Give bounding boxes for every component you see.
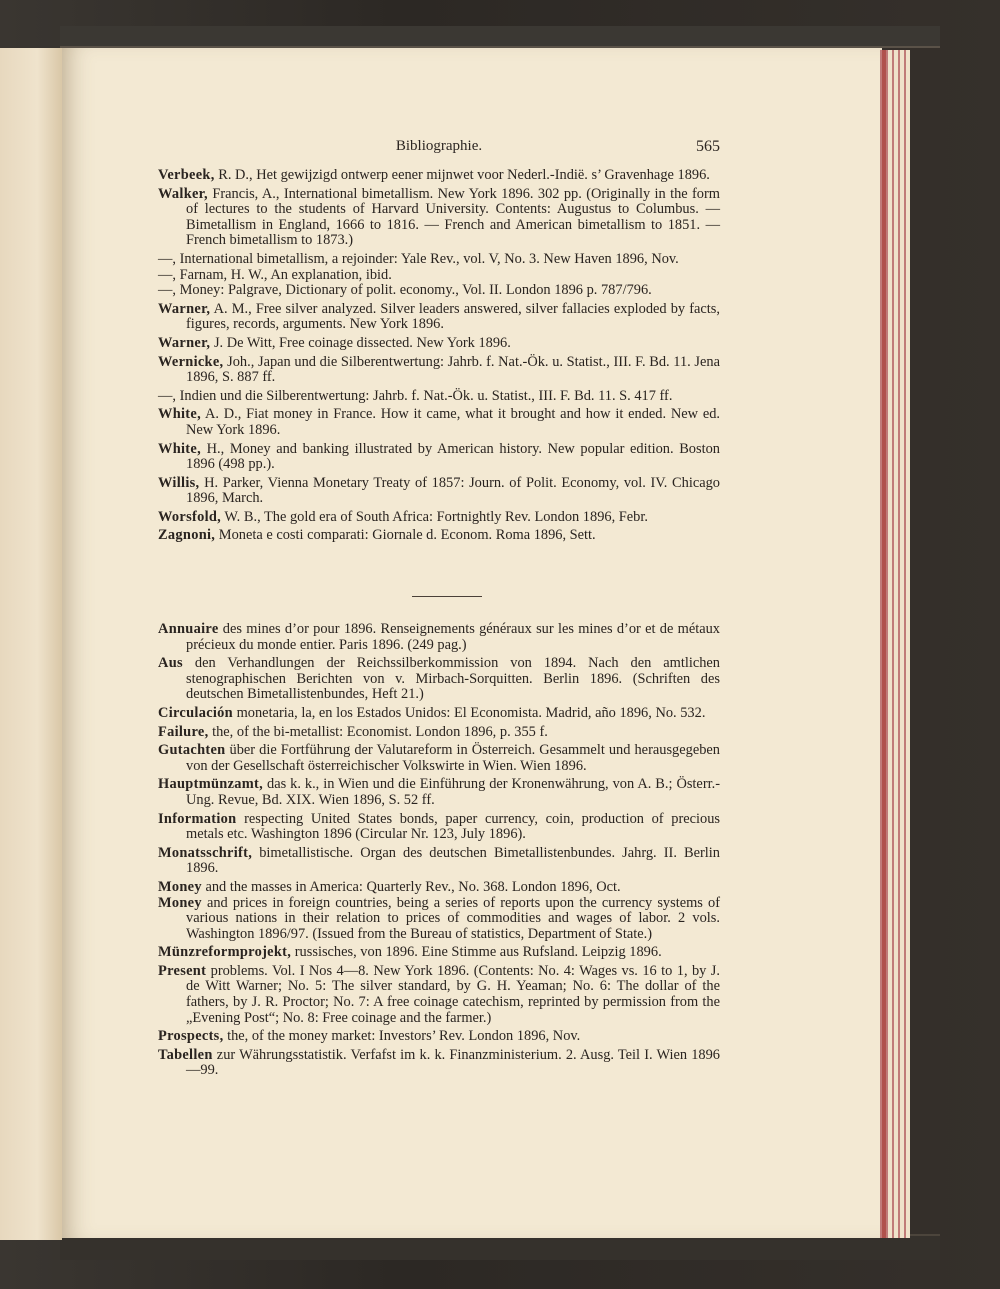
entry-text: —, Farnam, H. W., An explanation, ibid. bbox=[158, 266, 392, 283]
bibliography-section-authors bbox=[158, 168, 720, 547]
left-page-edge bbox=[0, 48, 62, 1240]
entry-headword: Money bbox=[158, 894, 202, 911]
bibliography-entry bbox=[158, 187, 720, 249]
bibliography-entry bbox=[158, 442, 720, 473]
entry-text: A. M., Free silver analyzed. Silver leaders answered, silver fallacies exploded by facts, figures, records, arguments. New York 1896. bbox=[186, 300, 720, 333]
bibliography-entry bbox=[158, 896, 720, 943]
entry-text: W. B., The gold era of South Africa: Fortnightly Rev. London 1896, Febr. bbox=[221, 508, 648, 525]
running-title: Bibliographie. bbox=[395, 138, 483, 154]
entry-text: über die Fortführung der Valutareform in Österreich. Gesammelt und herausgegeben von der Gesellschaft österreichischer Volkswirte in Wien. Wien 1896. bbox=[186, 742, 720, 774]
bibliography-entry bbox=[158, 777, 720, 808]
entry-headword: Tabellen bbox=[158, 1046, 213, 1063]
bibliography-entry bbox=[158, 743, 720, 774]
entry-headword: Wernicke, bbox=[158, 353, 224, 370]
entry-text: problems. Vol. I Nos 4—8. New York 1896. (Contents: No. 4: Wages vs. 16 to 1, by J. de Witt Warner; No. 5: The silver standard, by G. H. Yeaman; No. 6: The dollar of the fathers, by J. R. Proctor; No. 7: A free coinage catechism, reprinted by permission from the „Evening Post“; No. 8: Free coinage and the farmer.) bbox=[186, 962, 720, 1026]
bibliography-entry bbox=[158, 1029, 720, 1045]
red-edge-line bbox=[882, 50, 886, 1238]
entry-text: and the masses in America: Quarterly Rev., No. 368. London 1896, Oct. bbox=[201, 878, 621, 895]
entry-text: Moneta e costi comparati: Giornale d. Econom. Roma 1896, Sett. bbox=[215, 527, 596, 544]
entry-text: das k. k., in Wien und die Einführung der Kronenwährung, von A. B.; Österr.-Ung. Revue, Bd. XIX. Wien 1896, S. 52 ff. bbox=[186, 776, 720, 808]
bibliography-entry bbox=[158, 252, 720, 268]
entry-headword: Information bbox=[158, 810, 237, 827]
bibliography-entry bbox=[158, 283, 720, 299]
section-divider bbox=[412, 596, 482, 597]
entry-text: H., Money and banking illustrated by American history. New popular edition. Boston 1896 (498 pp.). bbox=[186, 440, 720, 473]
entry-text: russisches, von 1896. Eine Stimme aus Rufsland. Leipzig 1896. bbox=[291, 944, 662, 961]
entry-headword: Present bbox=[158, 962, 207, 979]
entry-text: A. D., Fiat money in France. How it came, what it brought and how it ended. New ed. New York 1896. bbox=[186, 406, 720, 438]
bibliography-entry bbox=[158, 725, 720, 741]
entry-headword: Circulación bbox=[158, 704, 233, 721]
bibliography-entry bbox=[158, 302, 720, 333]
bibliography-entry bbox=[158, 964, 720, 1026]
entry-headword: Willis, bbox=[158, 474, 200, 491]
entry-text: —, Indien und die Silberentwertung: Jahrb. f. Nat.-Ök. u. Statist., III. F. Bd. 11. S. 417 ff. bbox=[158, 387, 673, 404]
bibliography-entry bbox=[158, 168, 720, 184]
entry-headword: Hauptmünzamt, bbox=[158, 776, 264, 793]
entry-headword: Zagnoni, bbox=[158, 527, 216, 544]
entry-text: R. D., Het gewijzigd ontwerp eener mijnwet voor Nederl.-Indië. s’ Gravenhage 1896. bbox=[214, 167, 710, 183]
bibliography-entry bbox=[158, 622, 720, 653]
entry-text: —, Money: Palgrave, Dictionary of polit. economy., Vol. II. London 1896 p. 787/796. bbox=[158, 282, 652, 299]
entry-headword: Worsfold, bbox=[158, 508, 222, 525]
bibliography-section-titles bbox=[158, 622, 720, 1082]
entry-text: J. De Witt, Free coinage dissected. New York 1896. bbox=[210, 334, 511, 351]
bibliography-entry bbox=[158, 355, 720, 386]
entry-text: zur Währungsstatistik. Verfafst im k. k. Finanzministerium. 2. Ausg. Teil I. Wien 1896—99. bbox=[186, 1046, 720, 1079]
entry-headword: Münzreformprojekt, bbox=[158, 944, 292, 961]
bibliography-entry bbox=[158, 510, 720, 526]
entry-headword: Prospects, bbox=[158, 1028, 224, 1045]
entry-headword: Warner, bbox=[158, 300, 211, 317]
bibliography-entry bbox=[158, 706, 720, 722]
bibliography-entry bbox=[158, 656, 720, 703]
entry-text: Joh., Japan und die Silberentwertung: Jahrb. f. Nat.-Ök. u. Statist., III. F. Bd. 11. Jena 1896, S. 887 ff. bbox=[186, 353, 720, 386]
bibliography-entry bbox=[158, 1048, 720, 1079]
bibliography-entry bbox=[158, 476, 720, 507]
bibliography-entry bbox=[158, 528, 720, 544]
entry-text: and prices in foreign countries, being a series of reports upon the currency systems of various nations in their relation to prices of commodities and wages of labor. 2 vols. Washington 1896/97. (Issued from the Bureau of statistics, Department of State.) bbox=[186, 894, 720, 942]
bibliography-entry bbox=[158, 880, 720, 896]
bibliography-entry bbox=[158, 389, 720, 405]
entry-headword: Monatsschrift, bbox=[158, 844, 253, 861]
entry-headword: Aus bbox=[158, 655, 183, 672]
entry-text: des mines d’or pour 1896. Renseignements généraux sur les mines d’or et de métaux précieux du monde entier. Paris 1896. (249 pag.) bbox=[186, 621, 720, 653]
bibliography-entry bbox=[158, 846, 720, 877]
bibliography-entry bbox=[158, 268, 720, 284]
entry-headword: White, bbox=[158, 406, 201, 423]
entry-headword: Gutachten bbox=[158, 742, 226, 759]
entry-headword: Money bbox=[158, 878, 202, 895]
entry-headword: Annuaire bbox=[158, 621, 219, 637]
entry-headword: Walker, bbox=[158, 185, 208, 202]
bibliography-entry bbox=[158, 812, 720, 843]
entry-headword: Failure, bbox=[158, 723, 209, 740]
entry-text: —, International bimetallism, a rejoinder: Yale Rev., vol. V, No. 3. New Haven 1896, Nov. bbox=[158, 250, 679, 267]
entry-headword: Verbeek, bbox=[158, 167, 215, 183]
entry-text: monetaria, la, en los Estados Unidos: El Economista. Madrid, año 1896, No. 532. bbox=[233, 704, 706, 721]
entry-text: H. Parker, Vienna Monetary Treaty of 1857: Journ. of Polit. Economy, vol. IV. Chicago 1896, March. bbox=[186, 474, 720, 507]
running-header bbox=[158, 138, 720, 162]
entry-text: den Verhandlungen der Reichssilberkommission von 1894. Nach den amtlichen stenographischen Berichten von v. Mirbach-Sorquitten. Berlin 1896. (Schriften des deutschen Bimetallistenbundes, Heft 21.) bbox=[182, 655, 720, 703]
entry-text: Francis, A., International bimetallism. New York 1896. 302 pp. (Originally in the form of lectures to the students of Harvard University. Contents: Augustus to Columbus. — Bimetallism in England, 1666 to 1816. — French and American bimetallism to 1851. — French bimetallism to 1873.) bbox=[186, 185, 720, 249]
entry-headword: Warner, bbox=[158, 334, 211, 351]
entry-text: bimetallistische. Organ des deutschen Bimetallistenbundes. Jahrg. II. Berlin 1896. bbox=[186, 844, 720, 877]
entry-headword: White, bbox=[158, 440, 201, 457]
entry-text: respecting United States bonds, paper currency, coin, production of precious metals etc. Washington 1896 (Circular Nr. 123, July 1896). bbox=[186, 810, 720, 843]
page-number: 565 bbox=[696, 138, 720, 155]
entry-text: the, of the money market: Investors’ Rev. London 1896, Nov. bbox=[223, 1028, 581, 1045]
entry-text: the, of the bi-metallist: Economist. London 1896, p. 355 f. bbox=[208, 723, 548, 740]
bibliography-entry bbox=[158, 945, 720, 961]
cover-edge-top bbox=[60, 26, 940, 48]
bibliography-entry bbox=[158, 407, 720, 438]
bibliography-entry bbox=[158, 336, 720, 352]
